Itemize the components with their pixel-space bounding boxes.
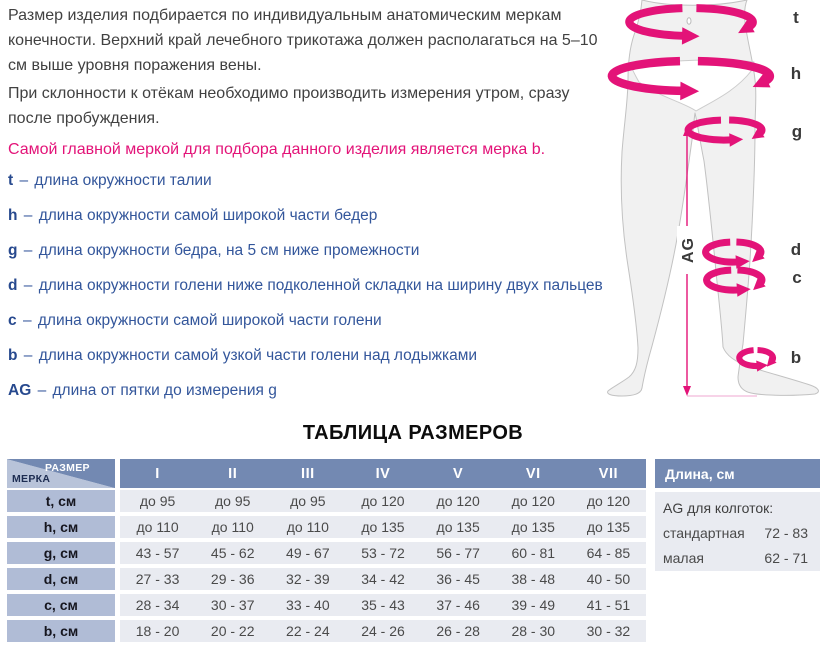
measurement-description: длина окружности голени ниже подколенной складки на ширину двух пальцев [38, 277, 603, 294]
size-value-cell: 28 - 34 [135, 597, 180, 613]
size-value-cell: 41 - 51 [586, 597, 631, 613]
diagram-label-d: d [790, 240, 802, 259]
size-row-values [120, 594, 646, 616]
size-value-cell: 43 - 57 [135, 545, 180, 561]
size-value-cell: 33 - 40 [286, 597, 330, 613]
size-value-cell: до 135 [436, 519, 480, 535]
size-value-cell: 36 - 45 [436, 571, 480, 587]
size-value-cell: до 110 [136, 519, 179, 535]
intro-paragraph-2: При склонности к отёкам необходимо производить измерения утром, сразу после пробуждения. [8, 85, 570, 127]
measurement-separator: – [23, 207, 33, 224]
measurement-key: c [8, 312, 17, 329]
size-column-header: VII [598, 465, 619, 482]
size-value-cell: 34 - 42 [361, 571, 405, 587]
size-row-label: g, см [7, 542, 115, 564]
size-value-cell: 37 - 46 [436, 597, 480, 613]
size-value-cell: 53 - 72 [361, 545, 405, 561]
diagram-labels [791, 8, 802, 367]
length-option-name: стандартная [663, 525, 745, 541]
size-row-label: t, см [7, 490, 115, 512]
size-value-cell: до 120 [361, 493, 405, 509]
ag-arrow-down [683, 386, 691, 396]
measurement-description: длина окружности самой широкой части голени [37, 312, 382, 329]
size-column-header: V [453, 465, 464, 482]
measurement-list [8, 172, 608, 417]
size-value-cell: 28 - 30 [511, 623, 556, 639]
measurement-item-AG [8, 382, 608, 417]
size-value-cell: 45 - 62 [210, 545, 255, 561]
size-value-cell: 26 - 28 [436, 623, 480, 639]
measurement-item-h [8, 207, 608, 242]
measurement-separator: – [22, 312, 32, 329]
measurement-separator: – [19, 172, 29, 189]
size-row-values [120, 568, 646, 590]
size-row-values [120, 516, 646, 538]
size-value-cell: до 120 [586, 493, 631, 509]
measurement-description: длина окружности бедра, на 5 см ниже промежности [38, 242, 420, 259]
size-value-cell: 29 - 36 [210, 571, 255, 587]
measurement-item-c [8, 312, 608, 347]
size-value-cell: 30 - 37 [210, 597, 255, 613]
size-table-corner-cell [7, 459, 115, 488]
length-box-options [663, 521, 808, 571]
length-box-body [655, 492, 820, 571]
diagram-label-b: b [790, 348, 802, 367]
intro-paragraph-1: Размер изделия подбирается по индивидуальным анатомическим меркам конечности. Верхний край лечебного трикотажа должен располагаться на 5–10 см выше уровня поражения вены. [8, 7, 598, 74]
length-box-subtitle: AG для колготок: [663, 500, 774, 516]
size-value-cell: 18 - 20 [135, 623, 180, 639]
length-option [663, 546, 808, 571]
size-row-label: h, см [7, 516, 115, 538]
size-row-label: b, см [7, 620, 115, 642]
measurement-item-t [8, 172, 608, 207]
size-table-title: ТАБЛИЦА РАЗМЕРОВ [302, 422, 524, 444]
measurement-item-b [8, 347, 608, 382]
measurement-separator: – [37, 382, 47, 399]
measurement-description: длина окружности талии [34, 172, 212, 189]
size-value-cell: 30 - 32 [586, 623, 631, 639]
size-row-values [120, 620, 646, 642]
size-column-header: VI [525, 465, 541, 482]
size-value-cell: 64 - 85 [586, 545, 631, 561]
size-column-header: I [155, 465, 160, 482]
diagram-label-h: h [790, 64, 802, 83]
corner-size-label: РАЗМЕР [45, 462, 90, 474]
measurement-key: t [8, 172, 14, 189]
size-value-cell: 60 - 81 [511, 545, 556, 561]
size-value-cell: до 110 [286, 519, 329, 535]
size-column-header: IV [375, 465, 391, 482]
diagram-label-t: t [793, 8, 799, 27]
leg-measurement-diagram [595, 0, 826, 420]
measurement-description: длина окружности самой широкой части бедер [38, 207, 378, 224]
size-value-cell: 20 - 22 [210, 623, 255, 639]
size-value-cell: до 120 [511, 493, 555, 509]
size-value-cell: 39 - 49 [511, 597, 556, 613]
size-value-cell: 40 - 50 [586, 571, 631, 587]
length-box-header: Длина, см [655, 459, 820, 488]
measurement-separator: – [23, 277, 33, 294]
measurement-key: d [8, 277, 18, 294]
size-value-cell: 35 - 43 [361, 597, 405, 613]
size-value-cell: 24 - 26 [361, 623, 405, 639]
size-row-values [120, 542, 646, 564]
diagram-label-g: g [791, 122, 803, 141]
ag-label: AG [680, 237, 697, 263]
measurement-separator: – [23, 242, 33, 259]
size-value-cell: до 95 [215, 493, 251, 509]
size-value-cell: 38 - 48 [511, 571, 556, 587]
size-value-cell: 56 - 77 [436, 545, 480, 561]
measurement-key: AG [8, 382, 32, 399]
size-value-cell: 27 - 33 [135, 571, 180, 587]
size-value-cell: до 135 [511, 519, 555, 535]
size-row-values [120, 490, 646, 512]
size-row-label: d, см [7, 568, 115, 590]
size-value-cell: 22 - 24 [286, 623, 330, 639]
size-column-header: III [301, 465, 315, 482]
measurement-key: b [8, 347, 18, 364]
size-value-cell: до 135 [361, 519, 405, 535]
length-option-range: 62 - 71 [764, 550, 808, 566]
length-option [663, 521, 808, 546]
size-value-cell: до 95 [139, 493, 176, 509]
size-column-header: II [228, 465, 238, 482]
size-value-cell: до 135 [586, 519, 631, 535]
length-option-range: 72 - 83 [764, 525, 808, 541]
measurement-description: длина от пятки до измерения g [52, 382, 277, 399]
length-option-name: малая [663, 550, 704, 566]
measurement-separator: – [23, 347, 33, 364]
size-value-cell: 32 - 39 [286, 571, 330, 587]
diagram-label-c: c [792, 268, 802, 287]
measurement-key: h [8, 207, 18, 224]
measurement-key: g [8, 242, 18, 259]
measurement-description: длина окружности самой узкой части голени над лодыжками [38, 347, 478, 364]
band-arc [739, 350, 759, 366]
intro-highlight: Самой главной меркой для подбора данного изделия является мерка b. [8, 141, 546, 158]
band-arrowhead [756, 361, 768, 372]
size-value-cell: 49 - 67 [286, 545, 330, 561]
corner-merka-label: МЕРКА [12, 473, 51, 485]
measurement-item-g [8, 242, 608, 277]
measurement-item-d [8, 277, 608, 312]
size-value-cell: до 120 [436, 493, 480, 509]
navel-mark [687, 18, 691, 24]
size-table-column-headers [120, 459, 646, 488]
size-row-label: c, см [7, 594, 115, 616]
size-value-cell: до 95 [290, 493, 326, 509]
size-value-cell: до 110 [211, 519, 254, 535]
